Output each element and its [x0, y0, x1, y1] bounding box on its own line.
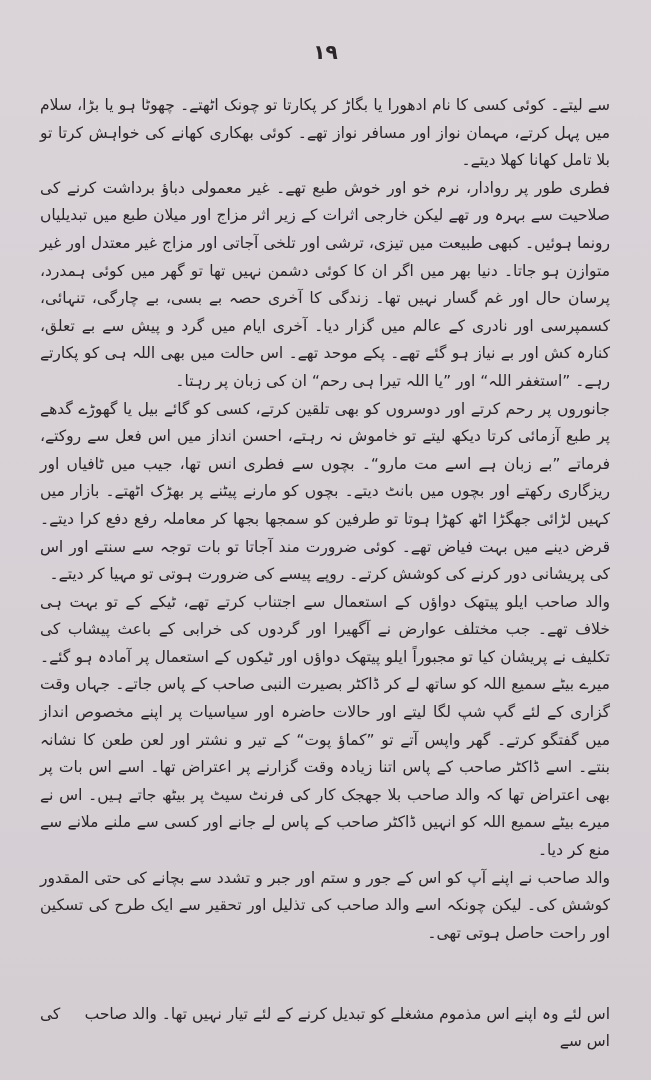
paragraph: جانوروں پر رحم کرتے اور دوسروں کو بھی تلقین کرتے، کسی کو گائے بیل یا گھوڑے گدھے پر طبع آزمائی کرتا دیکھ لیتے تو خاموش نہ رہتے، احسن انداز میں اس فعل سے روکتے، فرماتے ”بے زبان ہے اسے مت مارو“۔ بچوں سے فطری انس تھا، جیب میں ٹافیاں اور ریزگاری رکھتے اور بچوں میں بانٹ دیتے۔ بچوں کو مارنے پیٹنے پر بھڑک اٹھتے۔ بازار میں کہیں لڑائی جھگڑا اٹھ کھڑا ہوتا تو طرفین کو سمجھا بجھا کر معاملہ رفع دفع کرا دیتے۔ قرض دینے میں بہت فیاض تھے۔ کوئی ضرورت مند آجاتا تو بات توجہ سے سنتے اور اس کی پریشانی دور کرنے کی کوشش کرتے۔ روپے پیسے کی ضرورت ہوتی تو مہیا کر دیتے۔ [40, 399, 610, 584]
paragraph: والد صاحب ایلو پیتھک دواؤں کے استعمال سے اجتناب کرتے تھے، ٹیکے کے تو بہت ہی خلاف تھے۔ جب مختلف عوارض نے آگھیرا اور گردوں کی خرابی کے باعث پیشاب کی تکلیف نے پریشان کیا تو مجبوراً ایلو پیتھک دواؤں اور ٹیکوں کے استعمال پر آمادہ ہو گئے۔ میرے بیٹے سمیع اللہ کو ساتھ لے کر ڈاکٹر بصیرت النبی صاحب کے پاس جاتے۔ جہاں وقت گزاری کے لئے گپ شپ لگا لیتے اور حالات حاضرہ اور سیاسیات پر اپنے مخصوص انداز میں گفتگو کرتے۔ گھر واپس آتے تو ”کماؤ پوت“ کے تیر و نشتر اور لعن طعن کا نشانہ بنتے۔ اسے ڈاکٹر صاحب کے پاس اتنا زیادہ وقت گزارنے پر اعتراض تھا۔ اسے اس بات پر بھی اعتراض تھا کہ والد صاحب بلا جھجک کار کی فرنٹ سیٹ پر بیٹھ جاتے ہیں۔ اس نے میرے بیٹے سمیع اللہ کو انہیں ڈاکٹر صاحب کے پاس لے جانے اور کسی سے ملنے ملانے سے منع کر دیا۔ [40, 592, 610, 860]
page-number: ۱۹ [313, 40, 338, 64]
paragraph: سے لیتے۔ کوئی کسی کا نام ادھورا یا بگاڑ کر پکارتا تو چونک اٹھتے۔ چھوٹا ہو یا بڑا، سلام میں پہل کرتے، مہمان نواز اور مسافر نواز تھے۔ کوئی بھکاری کھانے کی خواہش کرتا تو بلا تامل کھانا کھلا دیتے۔ [40, 96, 610, 170]
last-line-main: اس لئے وہ اپنے اس مذموم مشغلے کو تبدیل کرنے کے لئے تیار نہیں تھا۔ والد صاحب اس سے [84, 1004, 610, 1051]
last-line-end: کی [40, 1004, 61, 1023]
last-line [40, 1001, 610, 1056]
paragraph: والد صاحب نے اپنے آپ کو اس کے جور و ستم اور جبر و تشدد سے بچانے کی حتی المقدور کوشش کی۔ لیکن چونکہ اسے والد صاحب کی تذلیل اور تحقیر سے ایک طرح کی تسکین اور راحت حاصل ہوتی تھی۔ [40, 868, 610, 942]
body-text [40, 92, 610, 947]
paragraph: فطری طور پر روادار، نرم خو اور خوش طبع تھے۔ غیر معمولی دباؤ برداشت کرنے کی صلاحیت سے بہرہ ور تھے لیکن خارجی اثرات کے زیر اثر مزاج اور میلان طبع میں تبدیلیاں رونما ہوئیں۔ کبھی طبیعت میں تیزی، ترشی اور تلخی آجاتی اور مزاج غیر معتدل اور غیر متوازن ہو جاتا۔ دنیا بھر میں اگر ان کا کوئی دشمن نہیں تھا تو گھر میں کوئی ہمدرد، پرسان حال اور غم گسار نہیں تھا۔ زندگی کا آخری حصہ بے بسی، بے چارگی، تنہائی، کسمپرسی اور نادری کے عالم میں گزار دیا۔ آخری ایام میں گرد و پیش سے بے تعلق، کنارہ کش اور بے نیاز ہو گئے تھے۔ پکے موحد تھے۔ اس حالت میں بھی اللہ ہی کو پکارتے رہے۔ ”استغفر اللہ“ اور ”یا اللہ تیرا ہی رحم“ ان کی زبان پر رہتا۔ [40, 178, 610, 390]
